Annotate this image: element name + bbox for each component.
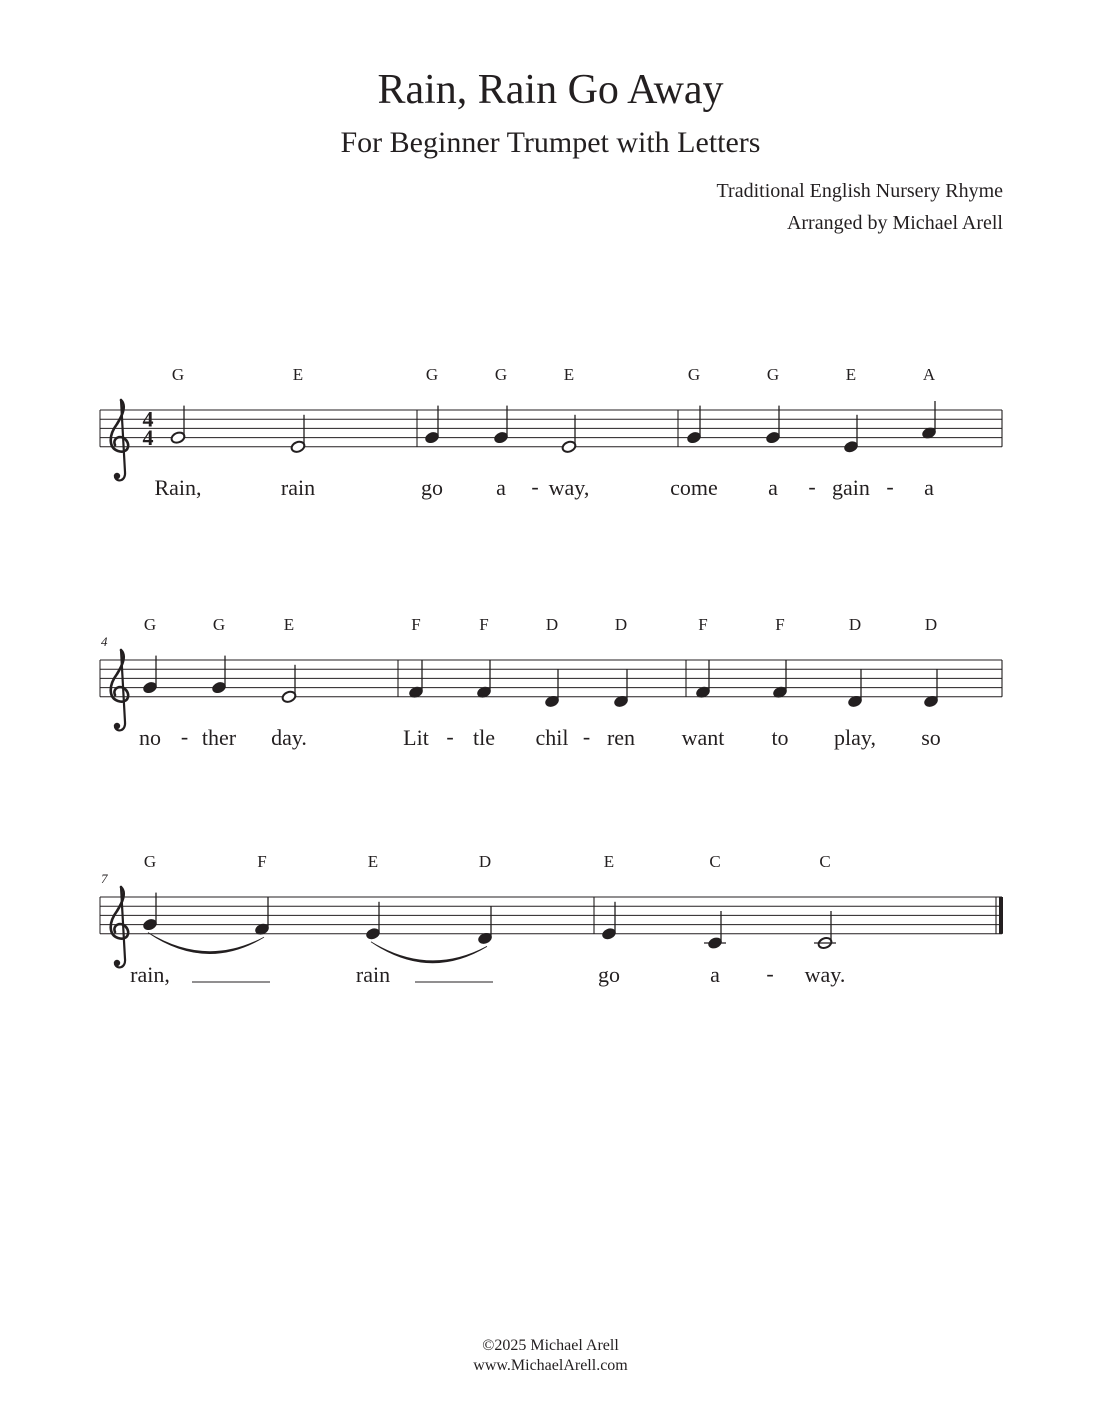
note-letter-label: E bbox=[845, 365, 857, 384]
note-letter-label: C bbox=[709, 852, 721, 871]
note bbox=[613, 669, 629, 708]
lyric-hyphen: - bbox=[808, 474, 816, 499]
lyric-syllable: a bbox=[768, 475, 778, 500]
lyric-syllable: rain bbox=[355, 962, 391, 987]
note bbox=[281, 665, 297, 704]
staff-system bbox=[100, 897, 1003, 982]
note-letter-label: C bbox=[819, 852, 831, 871]
note bbox=[847, 669, 863, 708]
note bbox=[170, 406, 186, 445]
note bbox=[695, 660, 711, 699]
note bbox=[493, 406, 509, 445]
note bbox=[923, 669, 939, 708]
lyric-syllable: rain bbox=[280, 475, 316, 500]
lyric-syllable: ther bbox=[201, 725, 237, 750]
lyric-syllable: play, bbox=[834, 725, 876, 750]
lyric-syllable: go bbox=[598, 962, 620, 987]
lyric-syllable: a bbox=[710, 962, 720, 987]
lyric-syllable: Rain, bbox=[154, 475, 202, 500]
slur bbox=[148, 933, 264, 954]
lyric-syllable: tle bbox=[473, 725, 495, 750]
lyric-syllable: come bbox=[670, 475, 718, 500]
staff-system bbox=[100, 660, 1002, 697]
time-signature-bottom: 4 bbox=[142, 424, 154, 450]
note-letter-label: F bbox=[411, 615, 421, 634]
note-letter-label: G bbox=[687, 365, 701, 384]
note bbox=[408, 660, 424, 699]
lyric-syllable: want bbox=[681, 725, 725, 750]
note bbox=[765, 406, 781, 445]
note bbox=[142, 656, 158, 695]
note-letter-label: D bbox=[478, 852, 492, 871]
note-letter-label: F bbox=[257, 852, 267, 871]
note bbox=[921, 401, 937, 440]
note-letter-label: G bbox=[171, 365, 185, 384]
website-url: www.MichaelArell.com bbox=[473, 1357, 628, 1374]
lyric-hyphen: - bbox=[446, 724, 454, 749]
note-letter-label: E bbox=[283, 615, 295, 634]
note-letter-label: F bbox=[698, 615, 708, 634]
note-letter-label: D bbox=[924, 615, 938, 634]
lyric-syllable: so bbox=[921, 725, 941, 750]
note-letter-label: E bbox=[603, 852, 615, 871]
note-letter-label: G bbox=[766, 365, 780, 384]
lyric-hyphen: - bbox=[766, 961, 774, 986]
note-letter-label: G bbox=[494, 365, 508, 384]
note-letter-label: G bbox=[143, 615, 157, 634]
note-letter-label: E bbox=[563, 365, 575, 384]
time-signature-top: 4 bbox=[142, 406, 154, 432]
note bbox=[814, 911, 836, 950]
note bbox=[704, 911, 726, 950]
note-letter-label: D bbox=[614, 615, 628, 634]
copyright-notice: ©2025 Michael Arell bbox=[482, 1337, 619, 1354]
lyric-hyphen: - bbox=[180, 724, 189, 749]
note bbox=[601, 902, 617, 941]
note-letter-label: D bbox=[545, 615, 559, 634]
song-subtitle: For Beginner Trumpet with Letters bbox=[340, 126, 761, 159]
note bbox=[477, 906, 493, 945]
lyric-syllable: go bbox=[421, 475, 443, 500]
note-letter-label: A bbox=[922, 365, 936, 384]
final-barline-thick bbox=[999, 897, 1003, 934]
note-letter-label: F bbox=[479, 615, 489, 634]
lyric-syllable: day. bbox=[271, 725, 307, 750]
note-letter-label: E bbox=[292, 365, 304, 384]
treble-clef-icon bbox=[111, 887, 128, 967]
lyric-syllable: to bbox=[771, 725, 789, 750]
lyric-hyphen: - bbox=[886, 474, 894, 499]
lyric-hyphen: - bbox=[582, 724, 591, 749]
note bbox=[142, 893, 158, 932]
treble-clef-icon bbox=[111, 400, 128, 480]
note bbox=[424, 406, 440, 445]
note-letter-label: E bbox=[367, 852, 379, 871]
note bbox=[254, 897, 270, 936]
note bbox=[365, 902, 381, 941]
note bbox=[772, 660, 788, 699]
note-letter-label: G bbox=[143, 852, 157, 871]
note-letter-label: D bbox=[848, 615, 862, 634]
lyric-syllable: a bbox=[496, 475, 506, 500]
lyric-syllable: gain bbox=[832, 475, 870, 500]
lyric-syllable: ren bbox=[606, 725, 636, 750]
song-title: Rain, Rain Go Away bbox=[377, 67, 724, 113]
staff-system bbox=[100, 410, 1002, 447]
lyric-syllable: chil bbox=[535, 725, 569, 750]
lyric-hyphen: - bbox=[531, 474, 539, 499]
slur bbox=[371, 942, 487, 963]
note bbox=[544, 669, 560, 708]
note bbox=[290, 415, 306, 454]
treble-clef-icon bbox=[111, 650, 128, 730]
note-letter-label: F bbox=[775, 615, 785, 634]
note bbox=[476, 660, 492, 699]
composer-credit: Traditional English Nursery Rhyme bbox=[716, 180, 1003, 202]
note bbox=[561, 415, 577, 454]
lyric-syllable: way, bbox=[548, 475, 590, 500]
arranger-credit: Arranged by Michael Arell bbox=[786, 212, 1003, 234]
measure-number: 4 bbox=[101, 634, 108, 649]
note bbox=[843, 415, 859, 454]
note bbox=[211, 656, 227, 695]
note bbox=[686, 406, 702, 445]
lyric-syllable: way. bbox=[804, 962, 846, 987]
measure-number: 7 bbox=[101, 871, 108, 886]
note-letter-label: G bbox=[425, 365, 439, 384]
lyric-syllable: Lit bbox=[403, 725, 429, 750]
note-letter-label: G bbox=[212, 615, 226, 634]
lyric-syllable: rain, bbox=[130, 962, 170, 987]
lyric-syllable: a bbox=[924, 475, 934, 500]
lyric-syllable: no bbox=[139, 725, 161, 750]
